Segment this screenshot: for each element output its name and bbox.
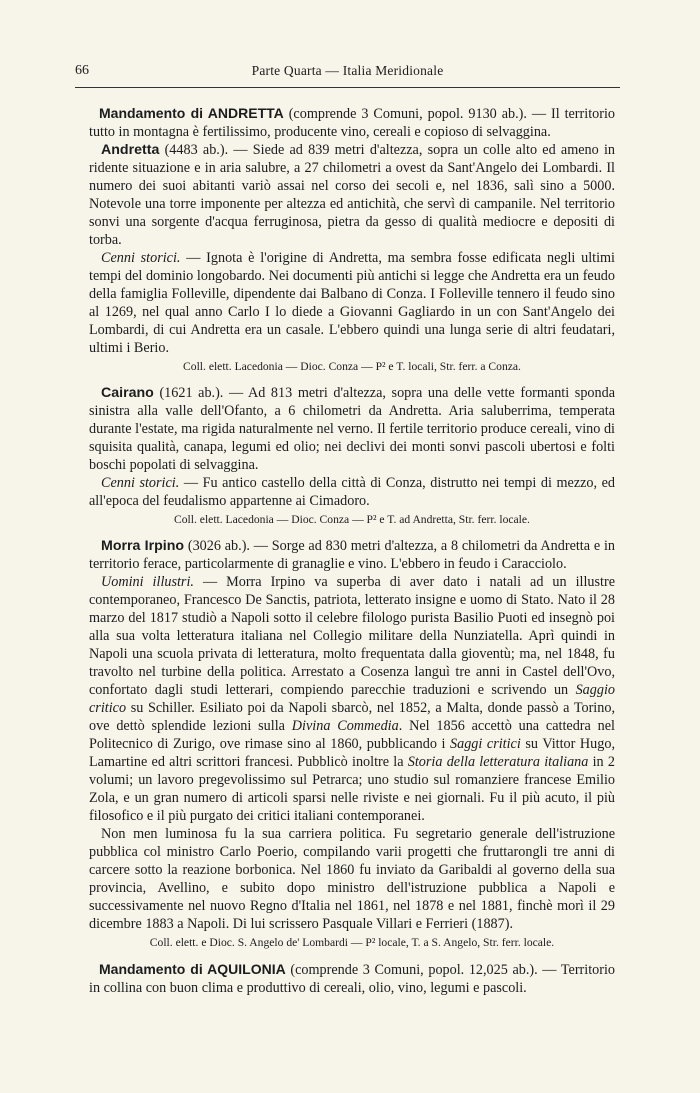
paragraph-text: Non men luminosa fu la sua carriera politica. Fu segretario generale dell'istruzione pubblica col ministro Carlo Poerio, compilando varii progetti che fruttarongli tre anni di carcere sotto la reazione borbonica. Nel 1860 fu inviato da Garibaldi al governo della sua provincia, Avellino, e subito dopo ministro dell'istruzione pubblica a Napoli e successivamente nel nuovo Regno d'Italia nel 1861, nel 1878 e nel 1881, finchè morì il 29 dicembre 1883 a Napoli. Di lui scrissero Pasquale Villari e Ferrieri (1887). [89, 826, 615, 932]
work-title: Divina Commedia [291, 718, 399, 734]
paragraph-andretta [89, 141, 615, 249]
paragraph-text: (1621 ab.). — Ad 813 metri d'altezza, sopra una delle vette formanti sponda sinistra alla valle dell'Ofanto, a 6 chilometri da Andretta. Aria saluberrima, temperata durante l'estate, ma rigida naturalmente nel verno. Il fertile territorio produce cereali, vino di squisita qualità, canapa, legumi ed olio; nei declivi dei monti sonvi pascoli ubertosi e folti boschi popolati di selvaggina. [89, 385, 615, 473]
running-title: Parte Quarta — Italia Meridionale [251, 63, 444, 78]
page-header [75, 63, 620, 83]
paragraph-andretta-mandamento [89, 104, 615, 141]
paragraph-cairano-storici [89, 474, 615, 510]
work-title: Saggi critici [450, 736, 521, 752]
paragraph-andretta-storici [89, 249, 615, 357]
work-title: Storia della letteratura italiana [407, 754, 589, 770]
paragraph-text: (comprende 3 Comuni, popol. 9130 ab.). — Il territorio tutto in montagna è fertilissimo, producente vino, cereali e copioso di selvaggina. [89, 106, 615, 140]
page-number: 66 [75, 63, 89, 78]
paragraph-text: — Morra Irpino va superba di aver dato i natali ad un illustre contemporaneo, Francesco De Sanctis, patriota, letterato insigne e uomo di Stato. Nato il 28 marzo del 1817 studiò a Napoli sotto il celebre filologo purista Basilio Puoti ed insegnò poi alla sua volta letteratura italiana nel Collegio militare della Nunziatella. Aprì quindi in Napoli una scuola privata di letteratura, molto frequentata dalla gioventù; ma, nel 1848, fu travolto nel turbine della politica. Arrestato a Cosenza languì tre anni in Castel dell'Ovo, confortato dagli studi letterari, compiendo parecchie traduzioni e scrivendo un [89, 574, 615, 698]
section-label: Uomini illustri. [101, 574, 194, 590]
spacer [89, 528, 615, 537]
paragraph-aquilonia-mandamento [89, 960, 615, 997]
paragraph-text: su Vittor Hugo, Lamartine ed altri scrittori francesi. Pubblicò inoltre la [89, 736, 616, 770]
mandamento-heading: Mandamento di ANDRETTA [99, 105, 284, 121]
section-label: Cenni storici. [101, 250, 181, 266]
town-heading: Morra Irpino [101, 538, 185, 554]
paragraph-text: — Ignota è l'origine di Andretta, ma sembra fosse edificata negli ultimi tempi del dominio longobardo. Nei documenti più antichi si legge che Andretta era un feudo della famiglia Folleville, dipendente dai Balbano di Conza. I Folleville tennero il feudo sino al 1269, nel qual anno Carlo I lo diede a Giovanni Gagliardo in un con Sant'Angelo dei Lombardi, di cui Andretta era un casale. L'ebbero quindi una lunga serie di altri feudatari, ultimi i Berio. [89, 250, 616, 356]
work-title: Saggio critico [89, 682, 615, 716]
spacer [89, 951, 615, 960]
header-rule [75, 87, 620, 88]
admin-note: Coll. elett. e Dioc. S. Angelo de' Lombardi — P² locale, T. a S. Angelo, Str. ferr. locale. [149, 936, 555, 949]
spacer [89, 375, 615, 384]
paragraph-text: . Nel 1856 accettò una cattedra nel Politecnico di Zurigo, ove rimase sino al 1860, pubblicando i [89, 718, 615, 752]
paragraph-text: — Fu antico castello della città di Conza, distrutto nei tempi di mezzo, ed all'epoca del feudalismo appartenne ai Cimadoro. [89, 475, 615, 509]
admin-note: Coll. elett. Lacedonia — Dioc. Conza — P² e T. locali, Str. ferr. a Conza. [183, 360, 521, 373]
paragraph-morra-politica [89, 825, 615, 933]
town-heading: Andretta [101, 142, 160, 158]
section-label: Cenni storici. [101, 475, 180, 491]
paragraph-text: in 2 volumi; un lavoro pregevolissimo sul Petrarca; uno studio sul romanziere francese Emilio Zola, e un gran numero di articoli sparsi nelle riviste e nei giornali. Fu il più acuto, il più filosofico e il più purgato dei critici italiani contemporanei. [89, 754, 615, 824]
paragraph-text: su Schiller. Esiliato poi da Napoli sbarcò, nel 1852, a Malta, donde passò a Torino, ove dettò splendide lezioni sulla [89, 700, 615, 734]
paragraph-text: (3026 ab.). — Sorge ad 830 metri d'altezza, a 8 chilometri da Andretta e in territorio ferace, particolarmente di granaglie e vino. L'ebbero in feudo i Caracciolo. [89, 538, 615, 572]
page-body [89, 104, 615, 997]
paragraph-morra [89, 537, 615, 573]
town-heading: Cairano [101, 385, 154, 401]
mandamento-heading: Mandamento di AQUILONIA [99, 961, 286, 977]
paragraph-text: (comprende 3 Comuni, popol. 12,025 ab.). — Territorio in collina con buon clima e produttivo di cereali, olio, vino, legumi e pascoli. [89, 962, 616, 996]
admin-note: Coll. elett. Lacedonia — Dioc. Conza — P² e T. ad Andretta, Str. ferr. locale. [174, 513, 530, 526]
paragraph-morra-illustri [89, 573, 615, 825]
paragraph-text: (4483 ab.). — Siede ad 839 metri d'altezza, sopra un colle alto ed ameno in ridente situazione e in aria salubre, a 27 chilometri a ovest da Sant'Angelo dei Lombardi. Il numero dei suoi abitanti variò assai nel corso dei secoli e, nel 1836, salì sino a 5000. Notevole una torre imponente per altezza ed antichità, che servì di campanile. Nel territorio sonvi una sorgente d'acqua ferruginosa, pietra da gesso di qualità mediocre e depositi di torba. [89, 142, 615, 248]
paragraph-cairano [89, 384, 615, 474]
